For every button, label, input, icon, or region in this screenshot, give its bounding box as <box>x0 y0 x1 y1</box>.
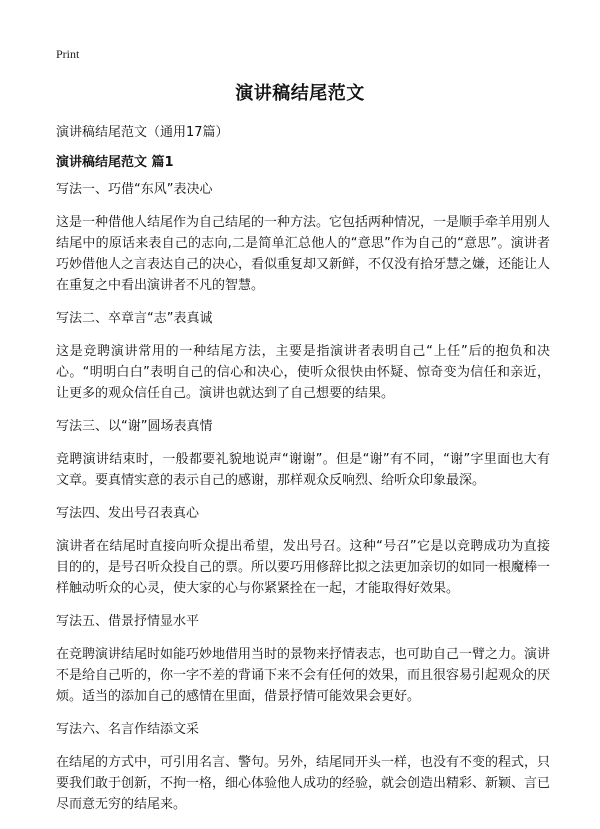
method-paragraph: 在竞聘演讲结尾时如能巧妙地借用当时的景物来抒情表志，也可助自己一臂之力。演讲不是给自己听的，你一字不差的背诵下来不会有任何的效果，而且很容易引起观众的厌烦。适当的添加自己的感情在里面，借景抒情可能效果会更好。 <box>56 647 551 704</box>
method-4 <box>56 505 550 599</box>
method-paragraph: 这是竞聘演讲常用的一种结尾方法，主要是指演讲者表明自己“上任”后的抱负和决心。“明明白白”表明自己的信心和决心，使听众很快由怀疑、惊奇变为信任和亲近，让更多的观众信任自己。演讲也就达到了自己想要的结果。 <box>56 344 550 401</box>
method-3 <box>56 418 550 491</box>
method-title: 写法五、借景抒情显水平 <box>56 614 200 629</box>
method-paragraph: 竞聘演讲结束时，一般都要礼貌地说声“谢谢”。但是“谢”有不同，“谢”字里面也大有文章。要真情实意的表示自己的感谢，那样观众反响烈、给听众印象最深。 <box>56 452 550 488</box>
document-subtitle: 演讲稿结尾范文（通用17篇） <box>56 125 229 140</box>
print-link[interactable]: Print <box>56 47 80 61</box>
method-title: 写法一、巧借“东风”表决心 <box>56 182 213 197</box>
method-paragraph: 演讲者在结尾时直接向听众提出希望，发出号召。这种“号召”它是以竞聘成功为直接目的的，是号召听众投自己的票。所以要巧用修辞比拟之法更加亲切的如同一根魔棒一样触动听众的心灵，使大家的心与你紧紧拴在一起，才能取得好效果。 <box>56 539 551 596</box>
method-paragraph: 这是一种借他人结尾作为自己结尾的一种方法。它包括两种情况，一是顺手牵羊用别人结尾中的原话来表自己的志向,二是简单汇总他人的“意思”作为自己的“意思”。演讲者巧妙借他人之言表达自己的决心，看似重复却又新鲜，不仅没有拾牙慧之嫌，还能让人在重复之中看出演讲者不凡的智慧。 <box>56 215 551 293</box>
method-2 <box>56 310 550 404</box>
method-paragraph: 在结尾的方式中，可引用名言、警句。另外，结尾同开头一样，也没有不变的程式，只要我们敢于创新，不拘一格，细心体验他人成功的经验，就会创造出精彩、新颖、言已尽而意无穷的结尾来。 <box>56 755 551 812</box>
article-body <box>56 181 550 829</box>
method-title: 写法三、以“谢”圆场表真情 <box>56 419 213 434</box>
section-title: 演讲稿结尾范文 篇1 <box>56 155 174 170</box>
method-title: 写法二、卒章言“志”表真诚 <box>56 311 213 326</box>
method-title: 写法六、名言作结添文采 <box>56 722 200 737</box>
document-title: 演讲稿结尾范文 <box>235 83 365 104</box>
method-1 <box>56 181 550 296</box>
method-title: 写法四、发出号召表真心 <box>56 506 200 521</box>
method-6 <box>56 721 550 815</box>
method-5 <box>56 613 550 707</box>
